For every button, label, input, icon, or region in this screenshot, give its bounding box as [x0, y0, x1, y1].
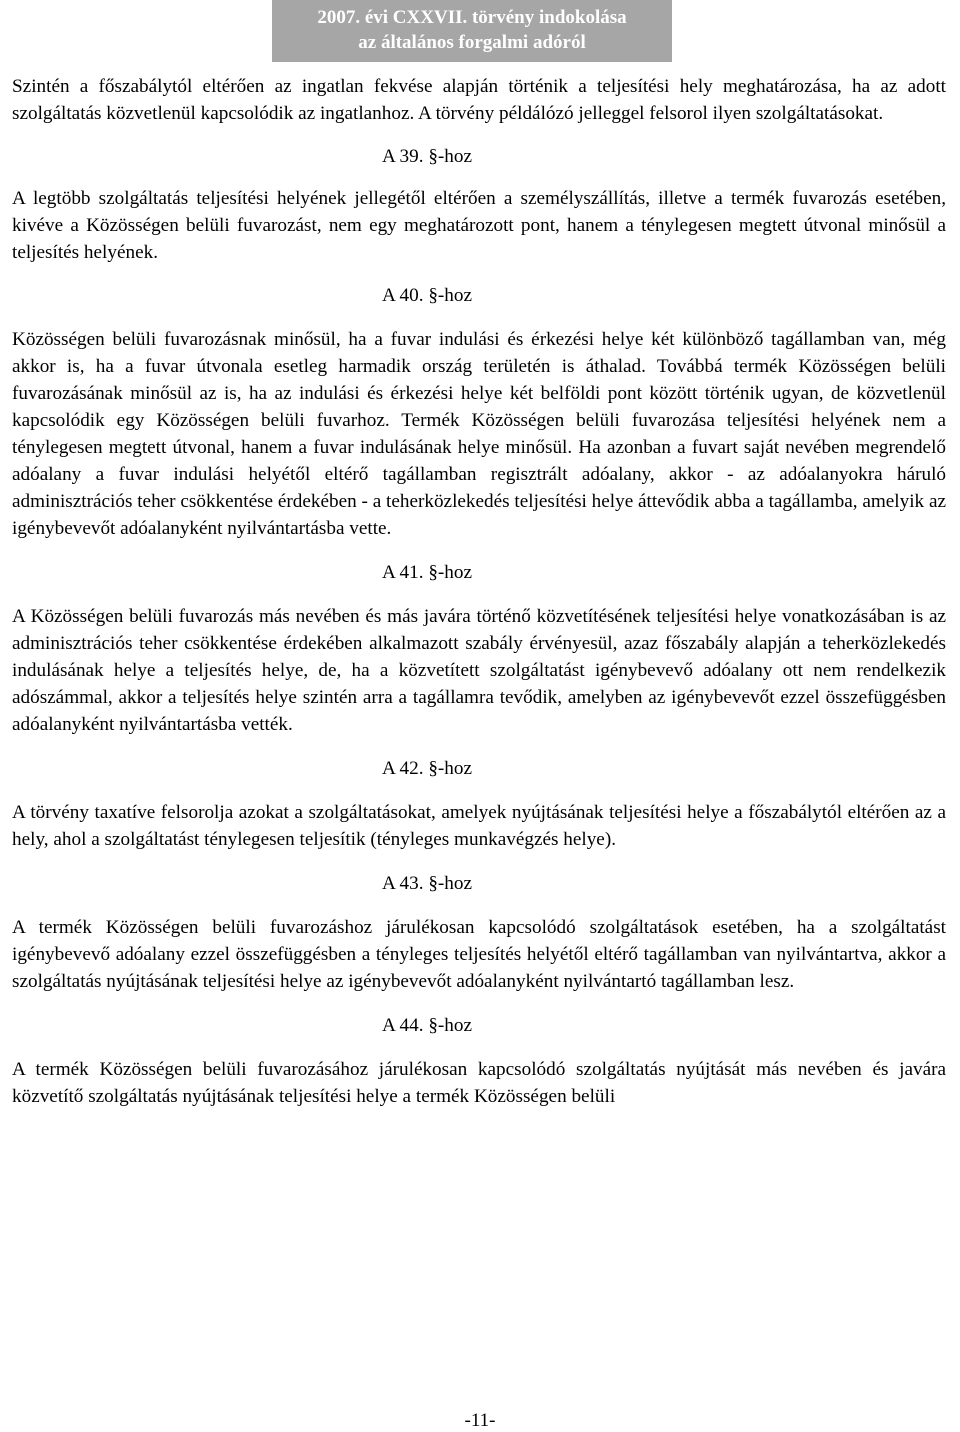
header-subtitle: az általános forgalmi adóról	[358, 32, 586, 53]
section-heading-44: A 44. §-hoz	[381, 1015, 473, 1036]
paragraph-43: A termék Közösségen belüli fuvarozáshoz járulékosan kapcsolódó szolgáltatások esetében, ha a szolgáltatást igénybevevő adóalany ezzel összefüggésben a tényleges teljesítés helyétől eltérő tagállamban van nyilvántartva, akkor a szolgáltatás nyújtásának teljesítési helye az igénybevevőt adóalanyként nyilvántartó tagállamban lesz.	[12, 917, 946, 992]
section-heading-39: A 39. §-hoz	[381, 146, 473, 167]
paragraph-41: A Közösségen belüli fuvarozás más nevében és más javára történő közvetítésének teljesítési helye vonatkozásában is az adminisztrációs teher csökkentése érdekében alkalmazott szabály érvényesül, azaz főszabály alapján a teherközlekedés indulásának helye a teljesítés helye, de, ha a közvetített szolgáltatást igénybevevő adóalany ott nem rendelkezik adószámmal, akkor a teljesítés helye szintén arra a tagállamra tevődik, amelyben az igénybevevőt ezzel összefüggésben adóalanyként nyilvántartásba vették.	[12, 606, 946, 735]
section-heading-43: A 43. §-hoz	[381, 873, 473, 894]
paragraph-39: A legtöbb szolgáltatás teljesítési helyének jellegétől eltérően a személyszállítás, illetve a termék fuvarozás esetében, kivéve a Közösségen belüli fuvarozást, nem egy meghatározott pont, hanem a ténylegesen megtett útvonal minősül a teljesítés helyének.	[12, 188, 946, 263]
header-title: 2007. évi CXXVII. törvény indokolása	[317, 7, 627, 28]
page-header	[0, 0, 960, 62]
section-heading-42: A 42. §-hoz	[381, 758, 473, 779]
section-heading-41: A 41. §-hoz	[381, 562, 473, 583]
paragraph-44: A termék Közösségen belüli fuvarozásához járulékosan kapcsolódó szolgáltatás nyújtását más nevében és javára közvetítő szolgáltatás nyújtásának teljesítési helye a termék Közösségen belüli	[12, 1059, 946, 1107]
paragraph-42: A törvény taxatíve felsorolja azokat a szolgáltatásokat, amelyek nyújtásának teljesítési helye a főszabálytól eltérően az a hely, ahol a szolgáltatást ténylegesen teljesítik (tényleges munkavégzés helye).	[12, 802, 946, 850]
paragraph-intro: Szintén a főszabálytól eltérően az ingatlan fekvése alapján történik a teljesítési hely meghatározása, ha az adott szolgáltatás közvetlenül kapcsolódik az ingatlanhoz. A törvény példálózó jelleggel felsorol ilyen szolgáltatásokat.	[12, 76, 946, 124]
paragraph-40: Közösségen belüli fuvarozásnak minősül, ha a fuvar indulási és érkezési helye két különböző tagállamban van, még akkor is, ha a fuvar útvonala esetleg harmadik ország területén is áthalad. Továbbá termék Közösségen belüli fuvarozásának minősül az is, ha az indulási és érkezési helye két belföldi pont között történik ugyan, de közvetlenül kapcsolódik egy Közösségen belüli fuvarhoz. Termék Közösségen belüli fuvarozása teljesítési helyének nem a ténylegesen megtett útvonal, hanem a fuvar indulásának helye minősül. Ha azonban a fuvart saját nevében megrendelő adóalany a fuvar indulási helyétől eltérő tagállamban regisztrált adóalany, akkor - az adóalanyokra háruló adminisztrációs teher csökkentése érdekében - a teherközlekedés teljesítési helye áttevődik abba a tagállamba, amelyik az igénybevevőt adóalanyként nyilvántartásba vette.	[12, 329, 946, 539]
page-number: -11-	[464, 1410, 496, 1431]
document-body	[12, 70, 946, 1110]
section-heading-40: A 40. §-hoz	[381, 285, 473, 306]
